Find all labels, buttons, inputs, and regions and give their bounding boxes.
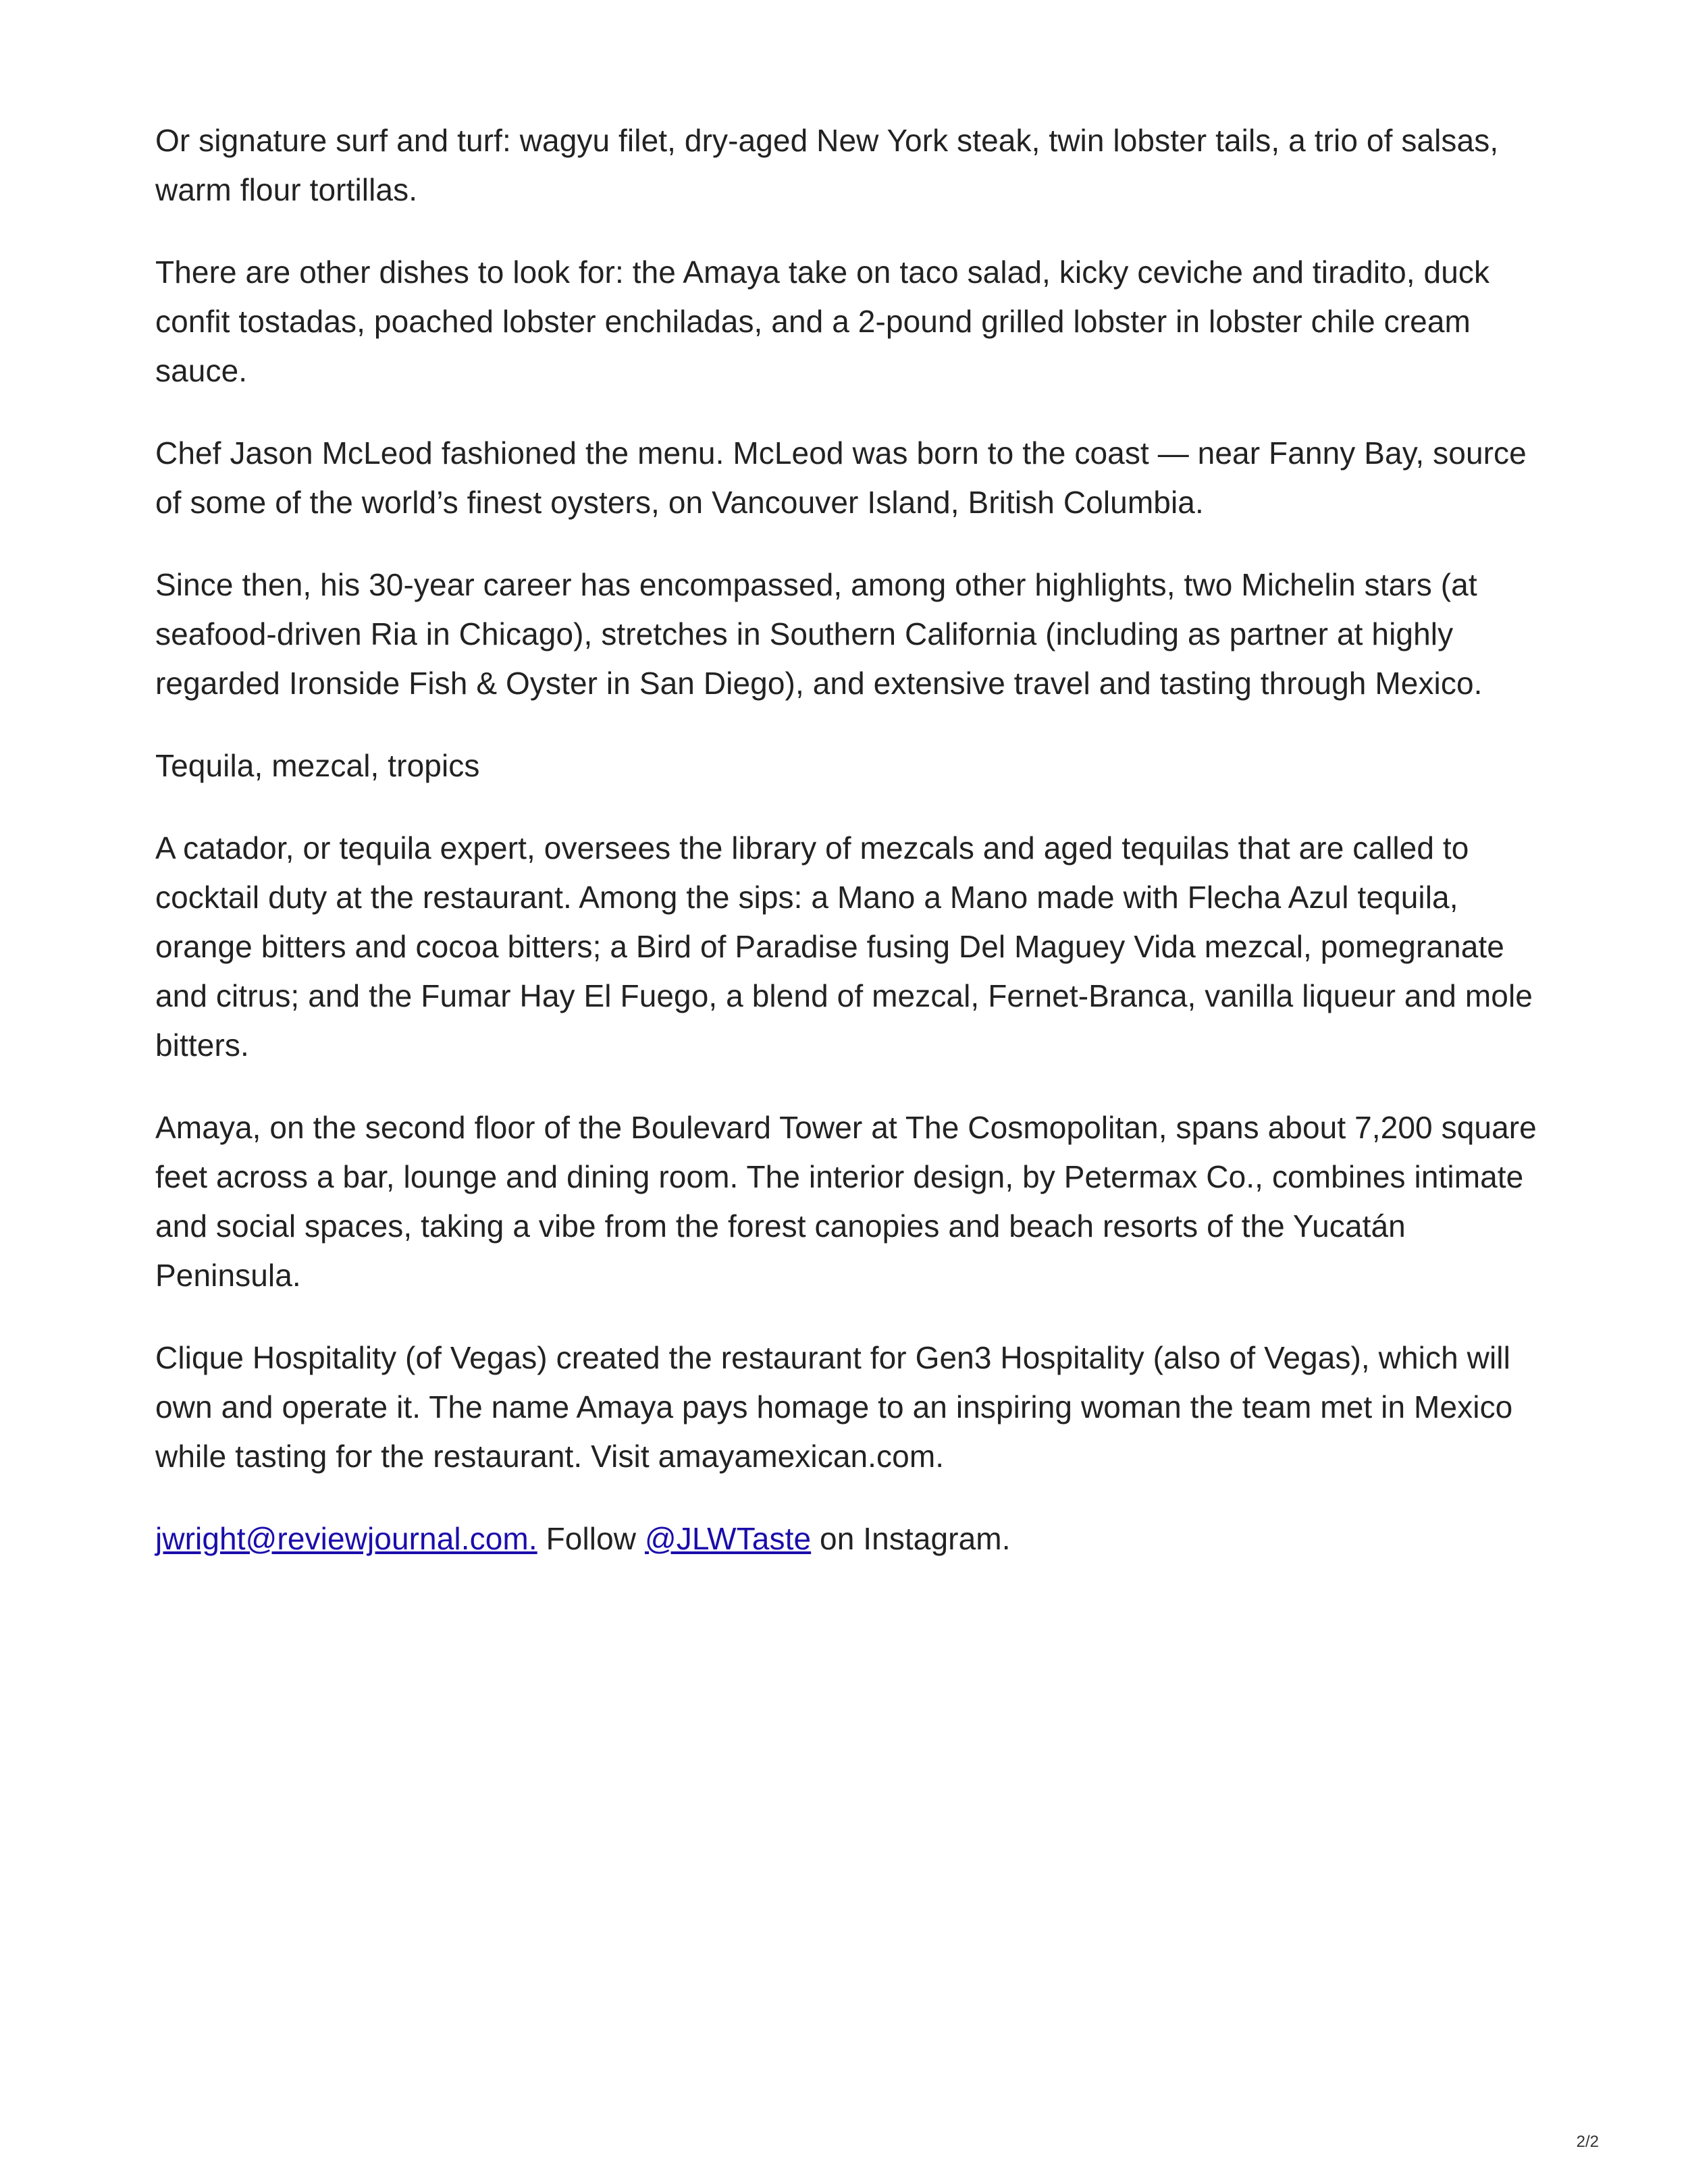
article-body [155,116,1539,1597]
email-link[interactable]: jwright@reviewjournal.com. [155,1521,537,1556]
paragraph-career: Since then, his 30-year career has encompassed, among other highlights, two Michelin stars (at seafood-driven Ria in Chicago), stretches in Southern California (including as partner at highly regarded Ironside Fish & Oyster in San Diego), and extensive travel and tasting through Mexico. [155,567,1483,701]
paragraph-ownership: Clique Hospitality (of Vegas) created the restaurant for Gen3 Hospitality (also of Vegas), which will own and operate it. The name Amaya pays homage to an inspiring woman the team met in Mexico while tasting for the restaurant. Visit amayamexican.com. [155,1340,1513,1474]
section-subheading: Tequila, mezcal, tropics [155,748,480,783]
paragraph-surf-and-turf: Or signature surf and turf: wagyu filet, dry-aged New York steak, twin lobster tails, a trio of salsas, warm flour tortillas. [155,123,1499,207]
paragraph-location: Amaya, on the second floor of the Boulevard Tower at The Cosmopolitan, spans about 7,200 square feet across a bar, lounge and dining room. The interior design, by Petermax Co., combines intimate and social spaces, taking a vibe from the forest canopies and beach resorts of the Yucatán Peninsula. [155,1110,1537,1293]
follow-text: Follow [537,1521,645,1556]
page-number: 2/2 [1576,2133,1599,2151]
paragraph-cocktails: A catador, or tequila expert, oversees the library of mezcals and aged tequilas that are called to cocktail duty at the restaurant. Among the sips: a Mano a Mano made with Flecha Azul tequila, orange bitters and cocoa bitters; a Bird of Paradise fusing Del Maguey Vida mezcal, pomegranate and citrus; and the Fumar Hay El Fuego, a blend of mezcal, Fernet-Branca, vanilla liqueur and mole bitters. [155,830,1533,1063]
instagram-suffix-text: on Instagram. [811,1521,1011,1556]
instagram-handle-link[interactable]: @JLWTaste [645,1521,812,1556]
paragraph-other-dishes: There are other dishes to look for: the Amaya take on taco salad, kicky ceviche and tiradito, duck confit tostadas, poached lobster enchiladas, and a 2-pound grilled lobster in lobster chile cream sauce. [155,255,1490,388]
paragraph-chef-bio: Chef Jason McLeod fashioned the menu. McLeod was born to the coast — near Fanny Bay, source of some of the world’s finest oysters, on Vancouver Island, British Columbia. [155,435,1527,520]
contact-line [155,1514,1539,1564]
